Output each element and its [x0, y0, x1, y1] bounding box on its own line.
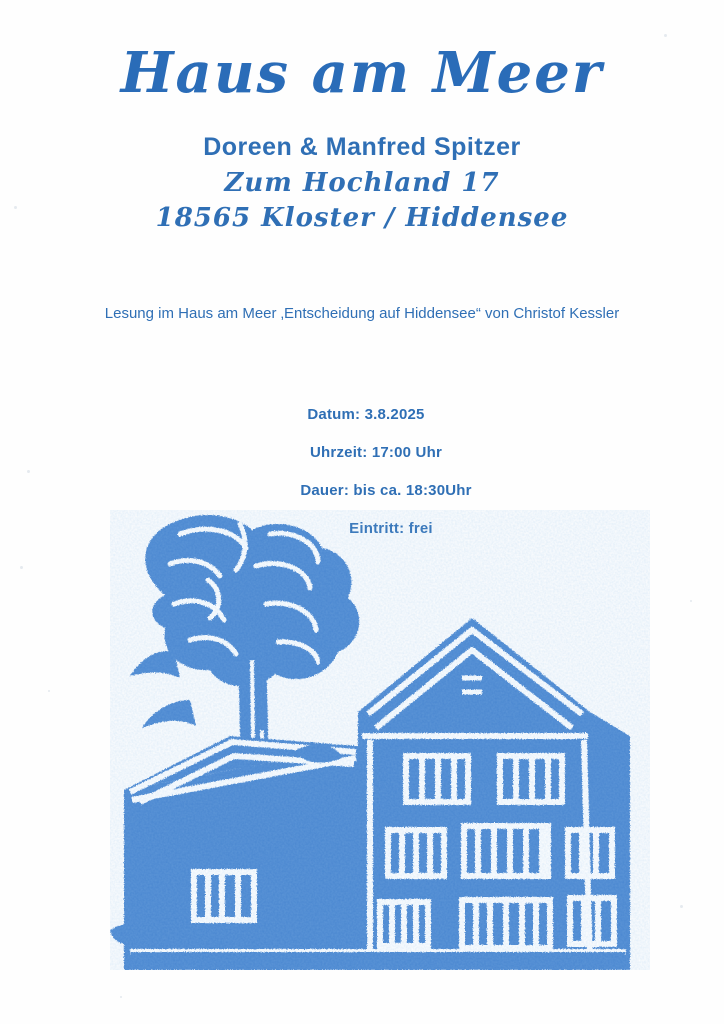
event-description: Lesung im Haus am Meer ‚Entscheidung auf Hiddensee“ von Christof Kessler: [104, 305, 620, 322]
detail-date: Datum: 3.8.2025: [307, 406, 425, 423]
detail-duration: Dauer: bis ca. 18:30Uhr: [300, 482, 472, 499]
paper-speck: [20, 566, 23, 569]
paper-speck: [680, 905, 683, 908]
paper-speck: [690, 600, 692, 602]
owners-name: Doreen & Manfred Spitzer: [203, 133, 521, 161]
paper-speck: [48, 690, 50, 692]
house-and-tree-linocut-icon: [70, 500, 670, 970]
address-city: 18565 Kloster / Hiddensee: [155, 203, 569, 233]
paper-speck: [664, 34, 667, 37]
paper-speck: [120, 996, 122, 998]
page-title: Haus am Meer: [120, 40, 604, 106]
address-street: Zum Hochland 17: [224, 168, 500, 198]
detail-time: Uhrzeit: 17:00 Uhr: [310, 444, 442, 461]
